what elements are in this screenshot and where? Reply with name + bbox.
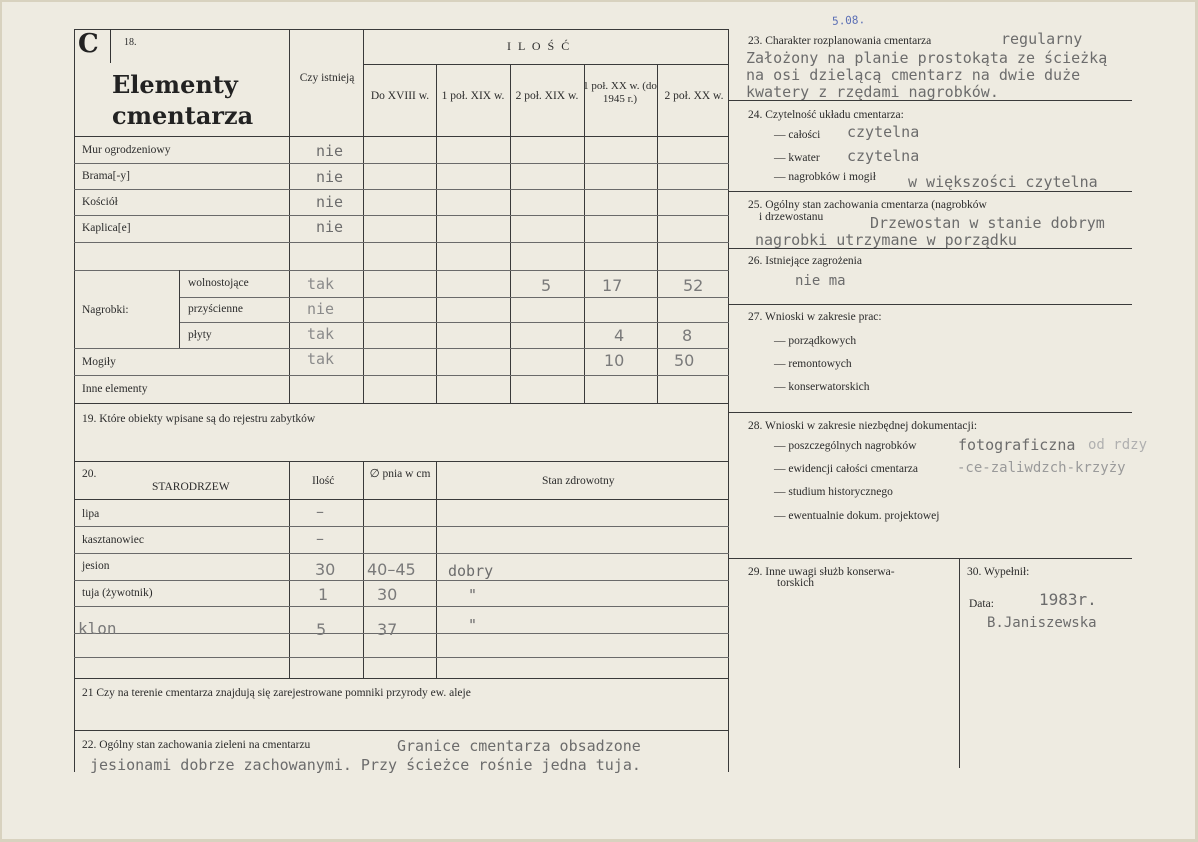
q21-bottom [74, 730, 729, 731]
q22-answer-line2: jesionami dobrze zachowanymi. Przy ścieżce rośnie jedna tuja. [90, 756, 641, 774]
q19-bottom [74, 461, 729, 462]
card-title-line1: Elementy [112, 70, 238, 99]
element-label: Kaplica[e] [82, 222, 131, 234]
row-line [179, 322, 729, 323]
tree-qty: 1 [318, 585, 329, 604]
period-1: 1 poł. XIX w. [441, 90, 505, 102]
trees-header-health: Stan zdrowotny [542, 475, 615, 487]
section-number: 18. [124, 37, 137, 48]
section-letter: C [78, 29, 99, 59]
q28-item: — ewidencji całości cmentarza [774, 463, 918, 475]
q29-label-line2: torskich [777, 577, 815, 589]
q28-item: — studium historycznego [774, 486, 893, 498]
q24-item-label: — nagrobków i mogił [774, 171, 876, 183]
q23-description-line1: Założony na planie prostokąta ze ścieżką [746, 49, 1108, 67]
col-line-p1 [363, 29, 364, 403]
col-line-p5 [657, 64, 658, 403]
row-line [74, 163, 729, 164]
date-label: Data: [969, 598, 994, 610]
tree-health: dobry [448, 562, 494, 580]
q29-q30-divider [959, 558, 960, 768]
row-line [179, 297, 729, 298]
q24-item-answer: czytelna [847, 147, 920, 165]
q23-answer: regularny [1001, 30, 1083, 48]
nagrobki-divider [179, 270, 180, 348]
q29-label-line1: 29. Inne uwagi służb konserwa- [748, 566, 895, 578]
qty-value: 8 [682, 326, 693, 345]
exists-value: nie [316, 142, 344, 160]
qty-header-line [363, 64, 729, 65]
q25-label-line1: 25. Ogólny stan zachowania cmentarza (nagrobków [748, 199, 987, 211]
q24-item-label: — całości [774, 129, 821, 141]
trees-bottom [74, 678, 729, 679]
element-label: Mogiły [82, 356, 116, 368]
exists-value: nie [316, 193, 344, 211]
tree-row-line [74, 580, 729, 581]
row-line [74, 242, 729, 243]
element-label: Inne elementy [82, 383, 148, 395]
tree-name: lipa [82, 508, 100, 520]
frame-left [74, 29, 75, 772]
q26-bottom [728, 304, 1132, 305]
header-exists: Czy istnieją [299, 72, 355, 84]
exists-value: tak [307, 350, 335, 368]
tree-diam: 37 [377, 620, 398, 639]
q26-label: 26. Istniejące zagrożenia [748, 255, 862, 267]
tree-row-line [74, 606, 729, 607]
row-line [74, 348, 729, 349]
element-label: Mur ogrodzeniowy [82, 144, 171, 156]
exists-value: tak [307, 275, 335, 293]
exists-value: nie [316, 218, 344, 236]
element-label: Brama[-y] [82, 170, 130, 182]
q28-answer-1: fotograficzna [958, 436, 1076, 454]
date-value: 1983r. [1039, 590, 1097, 609]
filled-by: B.Janiszewska [987, 615, 1097, 631]
nagrobki-label: Nagrobki: [82, 304, 129, 316]
exists-value: nie [316, 168, 344, 186]
col-line-p2 [436, 64, 437, 403]
qty-value: 52 [683, 276, 704, 295]
frame-divider [728, 29, 729, 772]
q28-label: 28. Wnioski w zakresie niezbędnej dokumentacji: [748, 420, 978, 432]
q23-label: 23. Charakter rozplanowania cmentarza [748, 35, 932, 47]
q28-answer-1b: od rdzy [1088, 437, 1148, 453]
q22-answer-line1: Granice cmentarza obsadzone [397, 737, 641, 755]
element-label: Kościół [82, 196, 118, 208]
q19-label: 19. Które obiekty wpisane są do rejestru zabytków [82, 413, 316, 425]
period-2: 2 poł. XIX w. [515, 90, 579, 102]
element-label: płyty [188, 329, 212, 341]
q28-item: — ewentualnie dokum. projektowej [774, 510, 940, 522]
col-line-p3 [510, 64, 511, 403]
trees-header-name: STARODRZEW [152, 481, 230, 493]
tree-row-line [74, 633, 729, 634]
tree-name: jesion [82, 560, 110, 572]
q27-item: — porządkowych [774, 335, 857, 347]
col-line-p4 [584, 64, 585, 403]
tree-diam: 40–45 [367, 560, 416, 579]
q27-item: — konserwatorskich [774, 381, 870, 393]
q24-bottom [728, 191, 1132, 192]
tree-row-line [74, 526, 729, 527]
qty-value: 10 [604, 351, 625, 370]
header-bottom-line [74, 136, 729, 137]
q24-item-answer: czytelna [847, 123, 920, 141]
q25-answer-line2: nagrobki utrzymane w porządku [755, 231, 1017, 249]
q23-bottom [728, 100, 1132, 101]
q25-label-line2: i drzewostanu [759, 211, 824, 223]
row-line [74, 189, 729, 190]
exists-value: nie [307, 300, 335, 318]
tree-name: kasztanowiec [82, 534, 144, 546]
tree-health: " [468, 586, 478, 604]
period-3: 1 poł. XX w. (do 1945 r.) [583, 80, 657, 105]
q25-bottom [728, 248, 1132, 249]
q27-bottom [728, 412, 1132, 413]
qty-value: 50 [674, 351, 695, 370]
q28-item: — poszczególnych nagrobków [774, 440, 917, 452]
trees-col [436, 461, 437, 678]
tree-row-line [74, 657, 729, 658]
row-line [74, 375, 729, 376]
tree-qty: – [316, 502, 324, 521]
exists-value: tak [307, 325, 335, 343]
tree-row-line [74, 553, 729, 554]
tree-health: " [468, 616, 478, 634]
tree-name: tuja (żywotnik) [82, 587, 153, 599]
tree-qty: 30 [315, 560, 336, 579]
trees-header-line [74, 499, 729, 500]
row-line [74, 270, 729, 271]
q20-number: 20. [82, 468, 97, 480]
q24-item-label: — kwater [774, 152, 820, 164]
q26-answer: nie ma [795, 273, 846, 289]
q24-item-answer: w większości czytelna [908, 173, 1098, 191]
q28-bottom [728, 558, 1132, 559]
qty-value: 5 [541, 276, 552, 295]
trees-header-diam: ∅ pnia w cm [369, 468, 431, 480]
qty-value: 4 [614, 326, 625, 345]
q23-description-line3: kwatery z rzędami nagrobków. [746, 83, 999, 101]
tree-qty: – [316, 529, 324, 548]
table-bottom [74, 403, 729, 404]
period-4: 2 poł. XX w. [664, 90, 724, 102]
q30-label: 30. Wypełnił: [967, 566, 1030, 578]
tree-qty: 5 [316, 620, 327, 639]
frame-top [74, 29, 729, 30]
q28-answer-2: -ce-zaliwdzch-krzyży [957, 460, 1126, 476]
tree-diam: 30 [377, 585, 398, 604]
q27-label: 27. Wnioski w zakresie prac: [748, 311, 882, 323]
q25-answer-line1: Drzewostan w stanie dobrym [870, 214, 1105, 232]
col-line-exists [289, 29, 290, 403]
qty-value: 17 [602, 276, 623, 295]
trees-header-qty: Ilość [312, 475, 335, 487]
trees-col [289, 461, 290, 678]
trees-col [363, 461, 364, 678]
stamp-date: 5.08. [831, 13, 866, 28]
q23-description-line2: na osi dzielącą cmentarz na dwie duże [746, 66, 1081, 84]
period-0: Do XVIII w. [370, 90, 430, 102]
q24-label: 24. Czytelność układu cmentarza: [748, 109, 904, 121]
header-quantity: I L O Ś Ć [507, 39, 572, 53]
inventory-card [2, 2, 1195, 839]
element-label: wolnostojące [188, 277, 249, 289]
card-title-line2: cmentarza [112, 101, 254, 130]
q22-label: 22. Ogólny stan zachowania zieleni na cmentarzu [82, 739, 311, 751]
element-label: przyścienne [188, 303, 243, 315]
q27-item: — remontowych [774, 358, 852, 370]
q21-label: 21 Czy na terenie cmentarza znajdują się zarejestrowane pomniki przyrody ew. aleje [82, 687, 471, 699]
row-line [74, 215, 729, 216]
tree-name: klon [78, 619, 117, 638]
